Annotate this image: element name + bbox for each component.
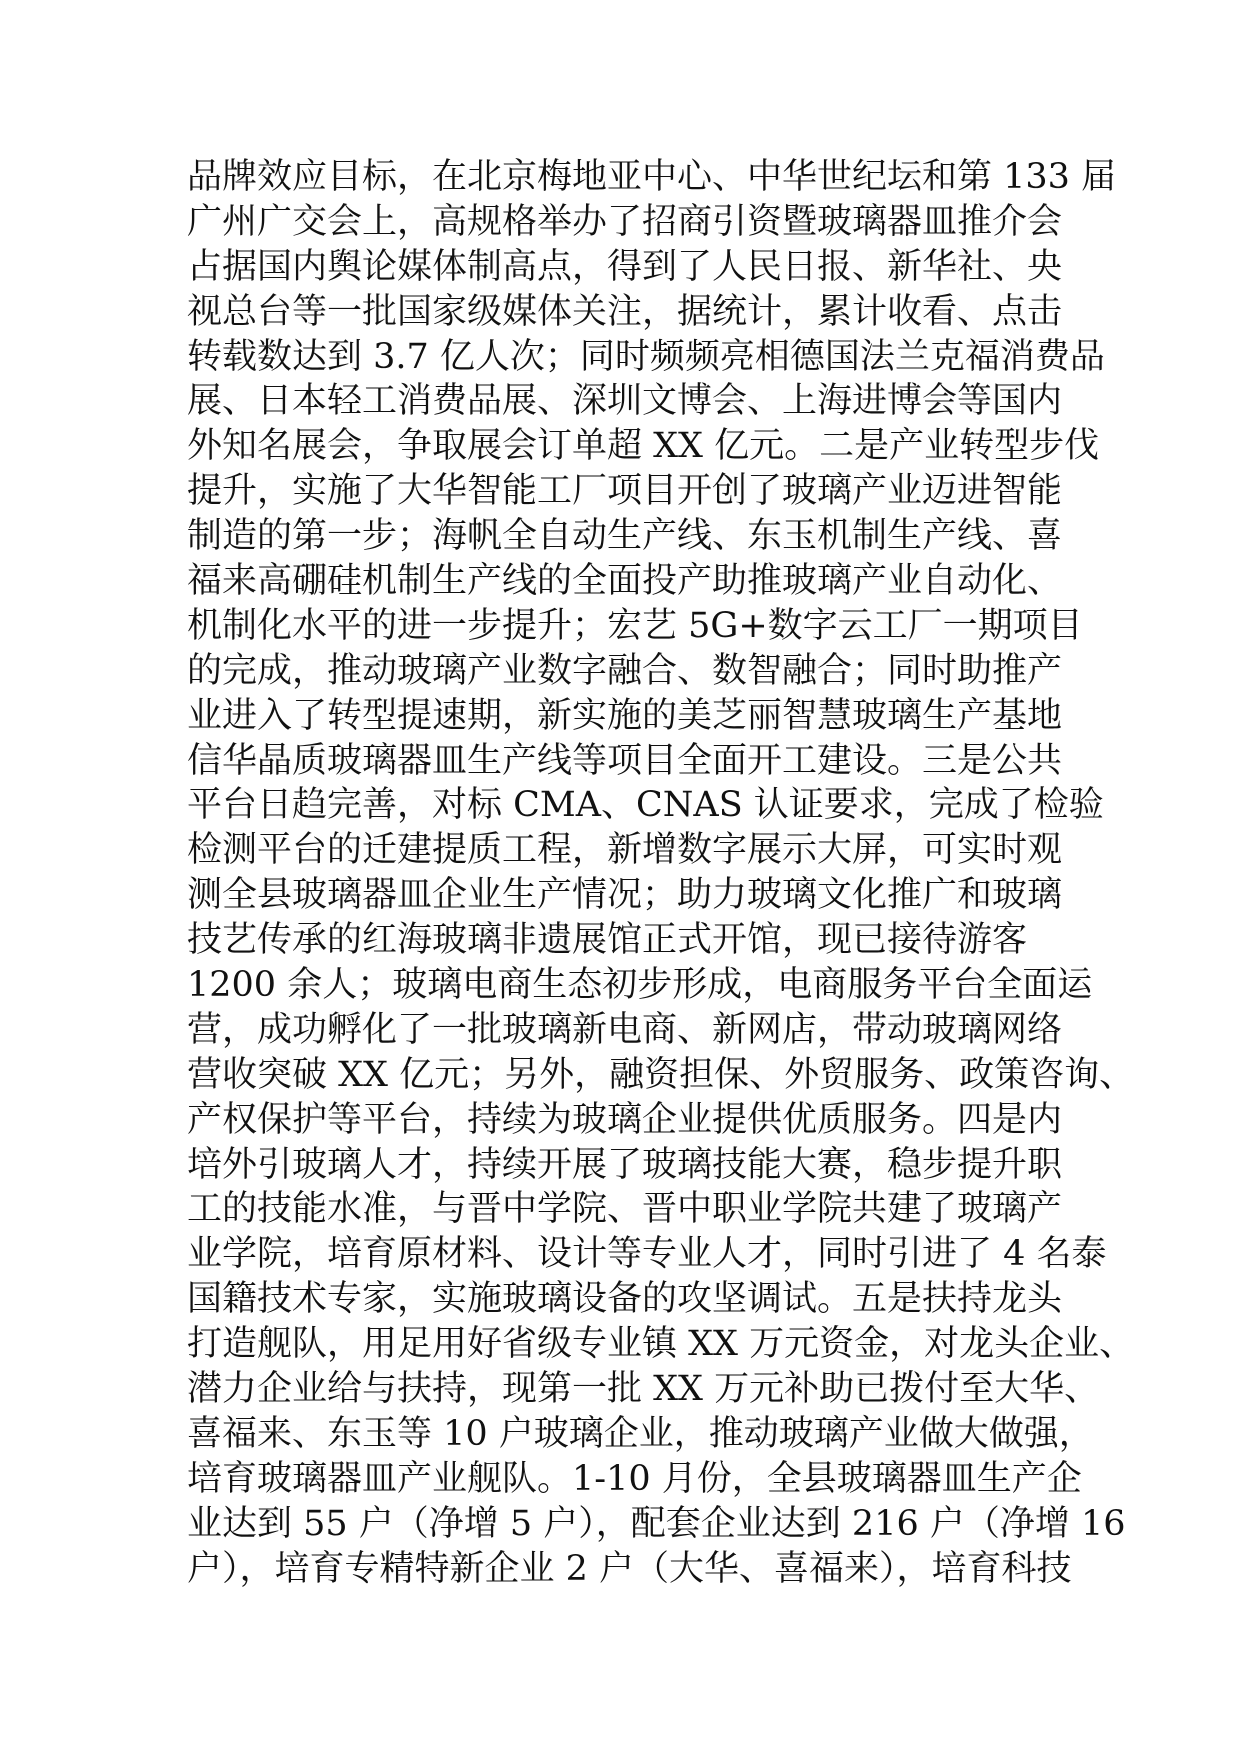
body-text	[187, 155, 1135, 1592]
text-line: 的完成，推动玻璃产业数字融合、数智融合；同时助推产	[187, 650, 1063, 691]
text-line: 占据国内舆论媒体制高点，得到了人民日报、新华社、央	[187, 246, 1063, 287]
text-line: 业学院，培育原材料、设计等专业人才，同时引进了 4 名泰	[187, 1234, 1107, 1275]
text-line: 业达到 55 户（净增 5 户），配套企业达到 216 户（净增 16	[187, 1503, 1126, 1544]
text-line: 机制化水平的进一步提升；宏艺 5G+数字云工厂一期项目	[187, 605, 1083, 646]
text-line: 提升，实施了大华智能工厂项目开创了玻璃产业迈进智能	[187, 471, 1063, 512]
text-line: 喜福来、东玉等 10 户玻璃企业，推动玻璃产业做大做强，	[187, 1413, 1094, 1454]
text-line: 潜力企业给与扶持，现第一批 XX 万元补助已拨付至大华、	[187, 1369, 1100, 1410]
text-line: 制造的第一步；海帆全自动生产线、东玉机制生产线、喜	[187, 516, 1063, 557]
text-line: 营收突破 XX 亿元；另外，融资担保、外贸服务、政策咨询、	[187, 1054, 1135, 1095]
text-line: 转载数达到 3.7 亿人次；同时频频亮相德国法兰克福消费品	[187, 336, 1105, 377]
text-line: 信华晶质玻璃器皿生产线等项目全面开工建设。三是公共	[187, 740, 1063, 781]
text-line: 广州广交会上，高规格举办了招商引资暨玻璃器皿推介会	[187, 201, 1063, 242]
text-line: 工的技能水准，与晋中学院、晋中职业学院共建了玻璃产	[187, 1189, 1063, 1230]
text-line: 业进入了转型提速期，新实施的美芝丽智慧玻璃生产基地	[187, 695, 1063, 736]
text-line: 打造舰队，用足用好省级专业镇 XX 万元资金，对龙头企业、	[187, 1324, 1135, 1365]
text-line: 视总台等一批国家级媒体关注，据统计，累计收看、点击	[187, 291, 1063, 332]
text-line: 外知名展会，争取展会订单超 XX 亿元。二是产业转型步伐	[187, 426, 1100, 467]
text-line: 品牌效应目标，在北京梅地亚中心、中华世纪坛和第 133 届	[187, 157, 1117, 197]
text-line: 营，成功孵化了一批玻璃新电商、新网店，带动玻璃网络	[187, 1009, 1063, 1050]
text-line: 测全县玻璃器皿企业生产情况；助力玻璃文化推广和玻璃	[187, 875, 1063, 916]
text-line: 产权保护等平台，持续为玻璃企业提供优质服务。四是内	[187, 1099, 1063, 1140]
text-line: 培育玻璃器皿产业舰队。1-10 月份，全县玻璃器皿生产企	[187, 1458, 1082, 1499]
text-line: 展、日本轻工消费品展、深圳文博会、上海进博会等国内	[187, 381, 1063, 422]
text-line: 培外引玻璃人才，持续开展了玻璃技能大赛，稳步提升职	[187, 1144, 1063, 1185]
text-line: 平台日趋完善，对标 CMA、CNAS 认证要求，完成了检验	[187, 785, 1104, 826]
text-line: 户），培育专精特新企业 2 户（大华、喜福来），培育科技	[187, 1548, 1072, 1589]
text-line: 国籍技术专家，实施玻璃设备的攻坚调试。五是扶持龙头	[187, 1279, 1063, 1320]
text-line: 检测平台的迁建提质工程，新增数字展示大屏，可实时观	[187, 830, 1063, 871]
text-line: 技艺传承的红海玻璃非遗展馆正式开馆，现已接待游客	[187, 920, 1028, 961]
text-line: 1200 余人；玻璃电商生态初步形成，电商服务平台全面运	[187, 965, 1093, 1006]
text-line: 福来高硼硅机制生产线的全面投产助推玻璃产业自动化、	[187, 561, 1063, 602]
